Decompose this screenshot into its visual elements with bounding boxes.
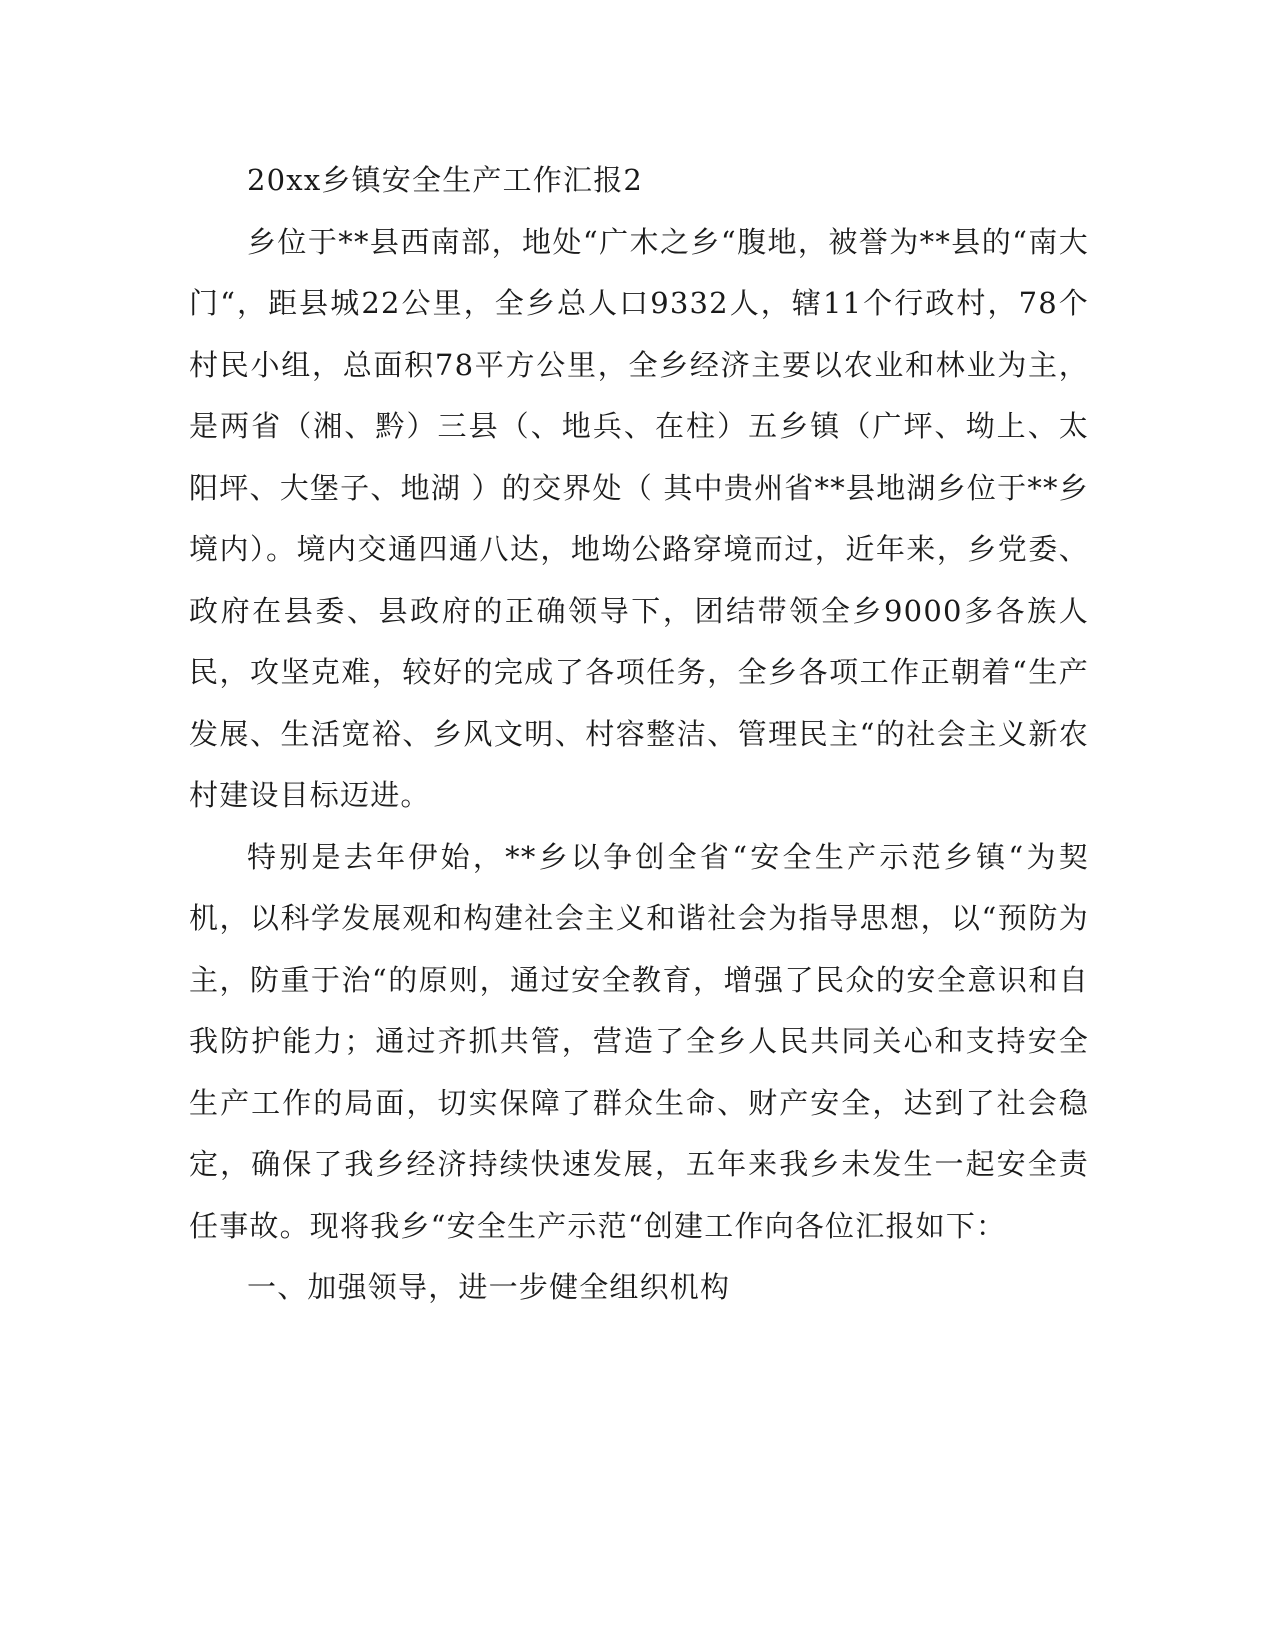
paragraph-safety-overview: 特别是去年伊始，**乡以争创全省“安全生产示范乡镇“为契机，以科学发展观和构建社会主义和谐社会为指导思想，以“预防为主，防重于治“的原则，通过安全教育，增强了民众的安全意识和自我防护能力；通过齐抓共管，营造了全乡人民共同关心和支持安全生产工作的局面，切实保障了群众生命、财产安全，达到了社会稳定，确保了我乡经济持续快速发展，五年来我乡未发生一起安全责任事故。现将我乡“安全生产示范“创建工作向各位汇报如下： <box>189 839 1089 1243</box>
document-title: 20xx乡镇安全生产工作汇报2 <box>247 163 644 197</box>
paragraph-intro: 乡位于**县西南部，地处“广木之乡“腹地，被誉为**县的“南大门“，距县城22公里，全乡总人口9332人，辖11个行政村，78个村民小组，总面积78平方公里，全乡经济主要以农业和林业为主，是两省（湘、黔）三县（、地兵、在柱）五乡镇（广坪、坳上、太阳坪、大堡子、地湖 ）的交界处（ 其中贵州省**县地湖乡位于**乡境内）。境内交通四通八达，地坳公路穿境而过，近年来，乡党委、政府在县委、县政府的正确领导下，团结带领全乡9000多各族人民，攻坚克难，较好的完成了各项任务，全乡各项工作正朝着“生产发展、生活宽裕、乡风文明、村容整洁、管理民主“的社会主义新农村建设目标迈进。 <box>189 224 1089 812</box>
document-body <box>189 150 1089 1319</box>
section-heading-1: 一、加强领导，进一步健全组织机构 <box>247 1270 731 1304</box>
